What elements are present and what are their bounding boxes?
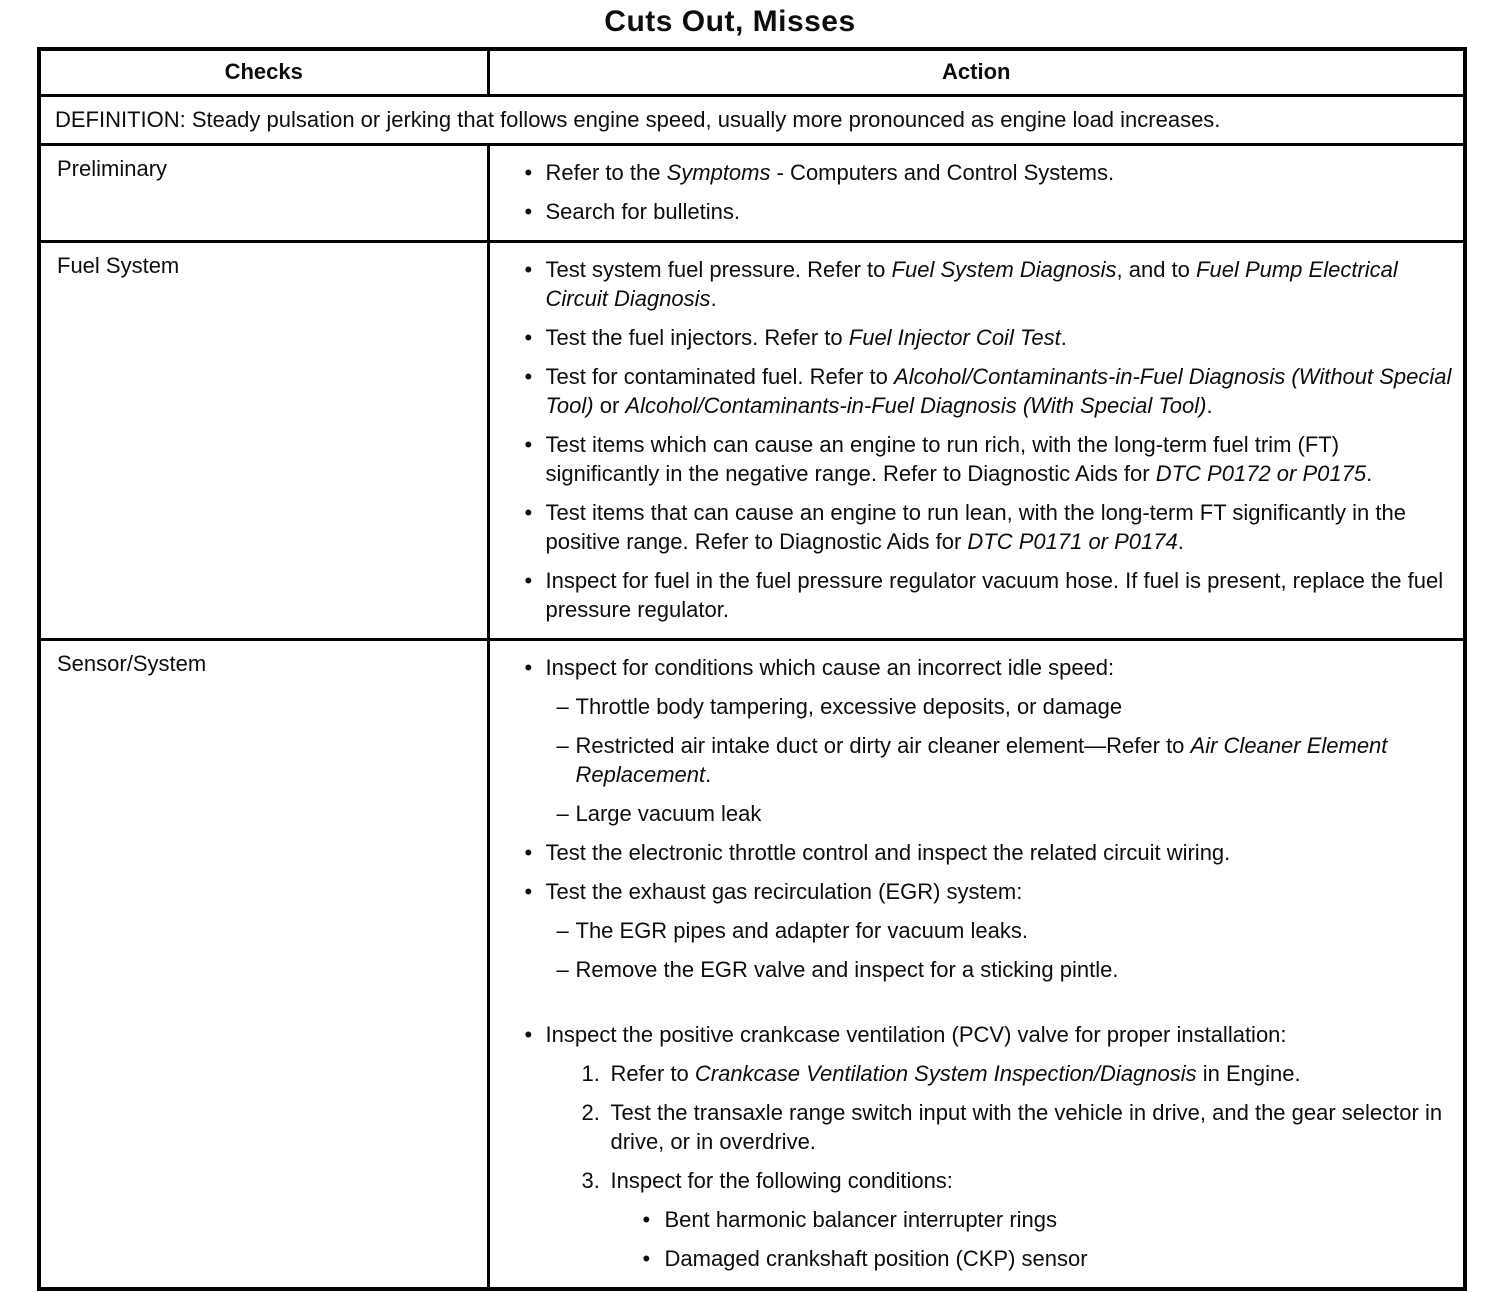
action-cell [488,145,1465,242]
action-item [490,799,1456,828]
action-item-text: Large vacuum leak [575,801,762,826]
action-item-text: Remove the EGR valve and inspect for a sticking pintle. [575,957,1119,982]
action-item-text: Test items which can cause an engine to run rich, with the long-term fuel trim (FT) significantly in the negative range. Refer to Diagnostic Aids for DTC P0172 or P0175. [545,432,1373,486]
bullet-marker: • [524,364,533,389]
header-checks: Checks [39,49,488,96]
action-item [490,323,1456,352]
action-cell [488,640,1465,1290]
dash-marker: – [556,918,569,943]
action-item-text: Inspect for conditions which cause an incorrect idle speed: [545,655,1115,680]
action-item-text: Test the exhaust gas recirculation (EGR) system: [545,879,1023,904]
action-item-text: Inspect for fuel in the fuel pressure regulator vacuum hose. If fuel is present, replace the fuel pressure regulator. [545,568,1444,622]
table-row [39,640,1465,1290]
action-item-text: The EGR pipes and adapter for vacuum leaks. [575,918,1028,943]
dash-marker: – [556,957,569,982]
definition-text: DEFINITION: Steady pulsation or jerking that follows engine speed, usually more pronounced as engine load increases. [39,96,1465,145]
action-item [490,1244,1456,1273]
bullet-marker: • [642,1246,651,1271]
action-item-text: Refer to Crankcase Ventilation System Inspection/Diagnosis in Engine. [610,1061,1301,1086]
action-item [490,838,1456,867]
action-item [490,1020,1456,1049]
action-item [490,692,1456,721]
action-item [490,158,1456,187]
action-item-text: Test for contaminated fuel. Refer to Alcohol/Contaminants-in-Fuel Diagnosis (Without Special Tool) or Alcohol/Contaminants-in-Fuel Diagnosis (With Special Tool). [545,364,1452,418]
bullet-marker: • [524,879,533,904]
bullet-marker: • [524,257,533,282]
action-item-text: Inspect the positive crankcase ventilation (PCV) valve for proper installation: [545,1022,1287,1047]
action-item-text: Test system fuel pressure. Refer to Fuel System Diagnosis, and to Fuel Pump Electrical Circuit Diagnosis. [545,257,1398,311]
page-title: Cuts Out, Misses [604,5,856,38]
action-item [490,1205,1456,1234]
bullet-marker: • [524,199,533,224]
action-item [490,498,1456,556]
bullet-marker: • [642,1207,651,1232]
diagnostic-table [37,47,1467,1291]
table-row [39,145,1465,242]
action-cell [488,242,1465,640]
definition-row [39,96,1465,145]
action-item [490,1166,1456,1195]
item-spacer [490,984,1456,1010]
bullet-marker: • [524,160,533,185]
table-row [39,242,1465,640]
action-item [490,653,1456,682]
action-item [490,566,1456,624]
header-row [39,49,1465,96]
action-item [490,430,1456,488]
action-item-text: Test the transaxle range switch input with the vehicle in drive, and the gear selector in drive, or in overdrive. [610,1100,1443,1154]
bullet-marker: • [524,1022,533,1047]
header-action: Action [488,49,1465,96]
table-header [39,49,1465,96]
action-item [490,197,1456,226]
number-marker: 3. [581,1168,600,1193]
check-label: Preliminary [39,145,488,242]
action-item [490,1059,1456,1088]
number-marker: 2. [581,1100,600,1125]
action-item [490,362,1456,420]
number-marker: 1. [581,1061,600,1086]
action-item [490,877,1456,906]
action-item [490,731,1456,789]
action-item-text: Damaged crankshaft position (CKP) sensor [664,1246,1088,1271]
action-item-text: Bent harmonic balancer interrupter rings [664,1207,1058,1232]
action-item-text: Test the fuel injectors. Refer to Fuel Injector Coil Test. [545,325,1067,350]
check-label: Sensor/System [39,640,488,1290]
bullet-marker: • [524,432,533,457]
table-body [39,96,1465,1290]
dash-marker: – [556,694,569,719]
action-item [490,916,1456,945]
action-item-text: Restricted air intake duct or dirty air cleaner element—Refer to Air Cleaner Element Replacement. [575,733,1388,787]
dash-marker: – [556,801,569,826]
action-item-text: Test items that can cause an engine to run lean, with the long-term FT significantly in the positive range. Refer to Diagnostic Aids for DTC P0171 or P0174. [545,500,1406,554]
action-item [490,255,1456,313]
bullet-marker: • [524,840,533,865]
bullet-marker: • [524,500,533,525]
action-item [490,1098,1456,1156]
action-item-text: Search for bulletins. [545,199,740,224]
action-item-text: Throttle body tampering, excessive deposits, or damage [575,694,1123,719]
bullet-marker: • [524,655,533,680]
action-item-text: Test the electronic throttle control and inspect the related circuit wiring. [545,840,1231,865]
action-item-text: Inspect for the following conditions: [610,1168,953,1193]
action-item-text: Refer to the Symptoms - Computers and Control Systems. [545,160,1115,185]
bullet-marker: • [524,325,533,350]
dash-marker: – [556,733,569,758]
bullet-marker: • [524,568,533,593]
action-item [490,955,1456,984]
check-label: Fuel System [39,242,488,640]
